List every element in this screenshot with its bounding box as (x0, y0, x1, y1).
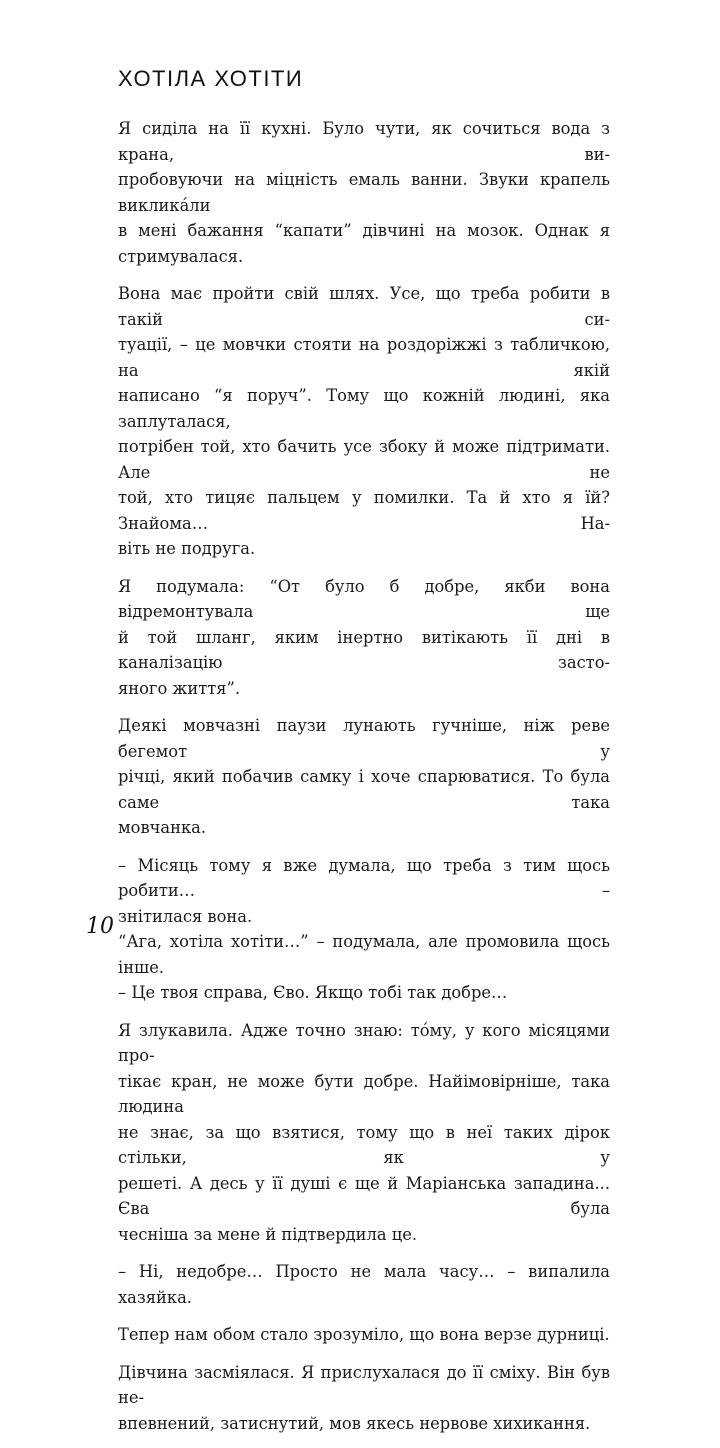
text-line: Деякі мовчазні паузи лунають гучніше, ніж реве бегемот у (118, 716, 610, 761)
paragraph (118, 1322, 610, 1348)
body-text (118, 116, 610, 1448)
paragraph (118, 116, 610, 269)
text-line: “Ага, хотіла хотіти…” – подумала, але промовила щось інше. (118, 932, 610, 977)
text-line: віть не подруга. (118, 539, 256, 558)
text-line: мовчанка. (118, 818, 207, 837)
text-line: Я сиділа на її кухні. Було чути, як сочиться вода з крана, ви- (118, 119, 610, 164)
text-line: Дівчина засміялася. Я прислухалася до її сміху. Він був не- (118, 1362, 610, 1407)
text-line: річці, який побачив самку і хоче спарюватися. То була саме така (118, 767, 610, 812)
text-line: – Ні, недобре… Просто не мала часу… – випалила хазяйка. (118, 1262, 610, 1307)
paragraph (118, 1018, 610, 1248)
text-line: пробовуючи на міцність емаль ванни. Звуки крапель викликáли (118, 170, 610, 215)
paragraph (118, 713, 610, 841)
text-line: потрібен той, хто бачить усе збоку й може підтримати. Але не (118, 437, 610, 482)
text-line: не знає, за що взятися, тому що в неї таких дірок стільки, як у (118, 1122, 610, 1167)
text-line: – Місяць тому я вже думала, що треба з тим щось робити… – (118, 855, 610, 900)
text-line: – Це твоя справа, Єво. Якщо тобі так добре… (118, 983, 508, 1002)
paragraph (118, 281, 610, 562)
text-line: яного життя”. (118, 678, 241, 698)
text-line: той, хто тицяє пальцем у помилки. Та й хто я їй? Знайома… На- (118, 488, 610, 533)
dialogue-block (118, 853, 610, 1006)
paragraph (118, 1259, 610, 1310)
text-line: написано “я поруч”. Тому що кожній людині, яка заплуталася, (118, 386, 610, 431)
text-line: тікає кран, не може бути добре. Найімовірніше, така людина (118, 1071, 610, 1116)
text-line: в мені бажання “капати” дівчині на мозок. Однак я стримувалася. (118, 221, 610, 266)
text-line: решеті. А десь у її душі є ще й Маріанська западина... Єва була (118, 1173, 610, 1218)
text-line: Вона має пройти свій шлях. Усе, що треба робити в такій си- (118, 284, 610, 329)
text-line: й той шланг, яким інертно витікають її дні в каналізацію засто- (118, 627, 610, 672)
text-line: впевнений, затиснутий, мов якесь нервове хихикання. (118, 1413, 591, 1433)
text-line: Я злукавила. Адже точно знаю: тóму, у кого місяцями про- (118, 1020, 610, 1065)
text-line: чесніша за мене й підтвердила це. (118, 1224, 418, 1244)
text-line: туації, – це мовчки стояти на роздоріжжі з табличкою, на якій (118, 335, 610, 380)
page-number: 10 (86, 914, 114, 939)
text-line: Я подумала: “От було б добре, якби вона відремонтувала ще (118, 576, 610, 621)
paragraph (118, 1360, 610, 1437)
chapter-title: ХОТІЛА ХОТІТИ (118, 66, 304, 91)
text-line: знітилася вона. (118, 906, 253, 926)
paragraph (118, 574, 610, 702)
text-line: Тепер нам обом стало зрозуміло, що вона верзе дурниці. (118, 1325, 610, 1344)
